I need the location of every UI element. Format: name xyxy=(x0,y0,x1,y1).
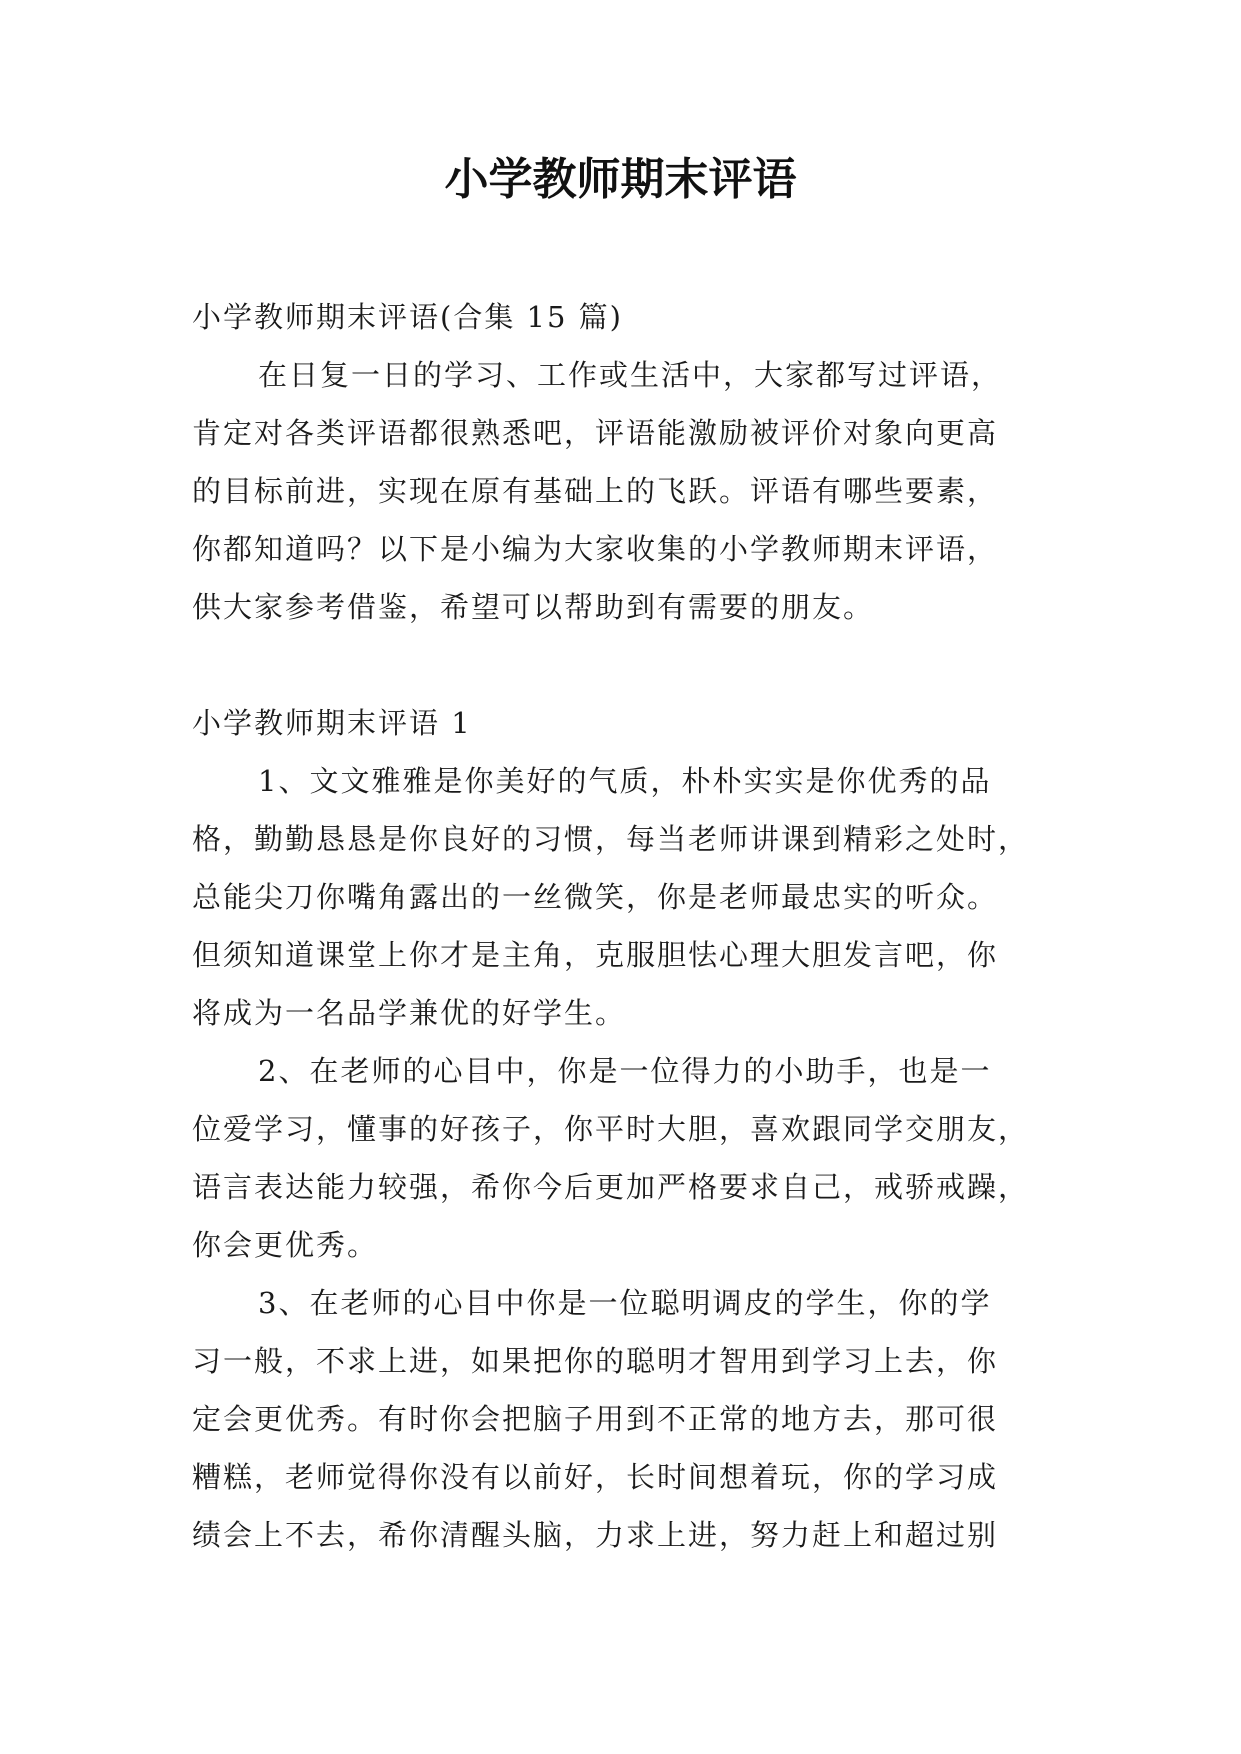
text-line: 总能尖刀你嘴角露出的一丝微笑，你是老师最忠实的听众。 xyxy=(192,880,999,914)
text-line: 语言表达能力较强，希你今后更加严格要求自己，戒骄戒躁， xyxy=(192,1170,1030,1204)
comment-item-1 xyxy=(192,752,1072,1042)
text-line: 3、在老师的心目中你是一位聪明调皮的学生，你的学 xyxy=(258,1286,992,1320)
collection-subtitle: 小学教师期末评语(合集 15 篇) xyxy=(192,300,623,334)
section-spacer xyxy=(192,636,1072,694)
section-heading: 小学教师期末评语 1 xyxy=(192,706,472,740)
comment-item-2 xyxy=(192,1042,1072,1274)
text-line: 的目标前进，实现在原有基础上的飞跃。评语有哪些要素， xyxy=(192,474,999,508)
intro-paragraph xyxy=(192,346,1072,636)
text-line: 习一般，不求上进，如果把你的聪明才智用到学习上去，你 xyxy=(192,1344,999,1378)
text-line: 格，勤勤恳恳是你良好的习惯，每当老师讲课到精彩之处时， xyxy=(192,822,1030,856)
document-title: 小学教师期末评语 xyxy=(444,154,797,205)
text-line: 供大家参考借鉴，希望可以帮助到有需要的朋友。 xyxy=(192,590,875,624)
comment-item-3 xyxy=(192,1274,1072,1564)
text-line: 在日复一日的学习、工作或生活中，大家都写过评语， xyxy=(258,358,1003,392)
text-line: 肯定对各类评语都很熟悉吧，评语能激励被评价对象向更高 xyxy=(192,416,999,450)
text-line: 定会更优秀。有时你会把脑子用到不正常的地方去，那可很 xyxy=(192,1402,999,1436)
text-line: 位爱学习，懂事的好孩子，你平时大胆，喜欢跟同学交朋友， xyxy=(192,1112,1030,1146)
text-line: 你都知道吗？以下是小编为大家收集的小学教师期末评语， xyxy=(192,532,999,566)
text-line: 绩会上不去，希你清醒头脑，力求上进，努力赶上和超过别 xyxy=(192,1518,999,1552)
text-line: 但须知道课堂上你才是主角，克服胆怯心理大胆发言吧，你 xyxy=(192,938,999,972)
text-line: 将成为一名品学兼优的好学生。 xyxy=(192,996,627,1030)
text-line: 2、在老师的心目中，你是一位得力的小助手，也是一 xyxy=(258,1054,992,1088)
text-line: 1、文文雅雅是你美好的气质，朴朴实实是你优秀的品 xyxy=(258,764,992,798)
text-line: 糟糕，老师觉得你没有以前好，长时间想着玩，你的学习成 xyxy=(192,1460,999,1494)
document-body xyxy=(192,288,1072,1564)
text-line: 你会更优秀。 xyxy=(192,1228,379,1262)
